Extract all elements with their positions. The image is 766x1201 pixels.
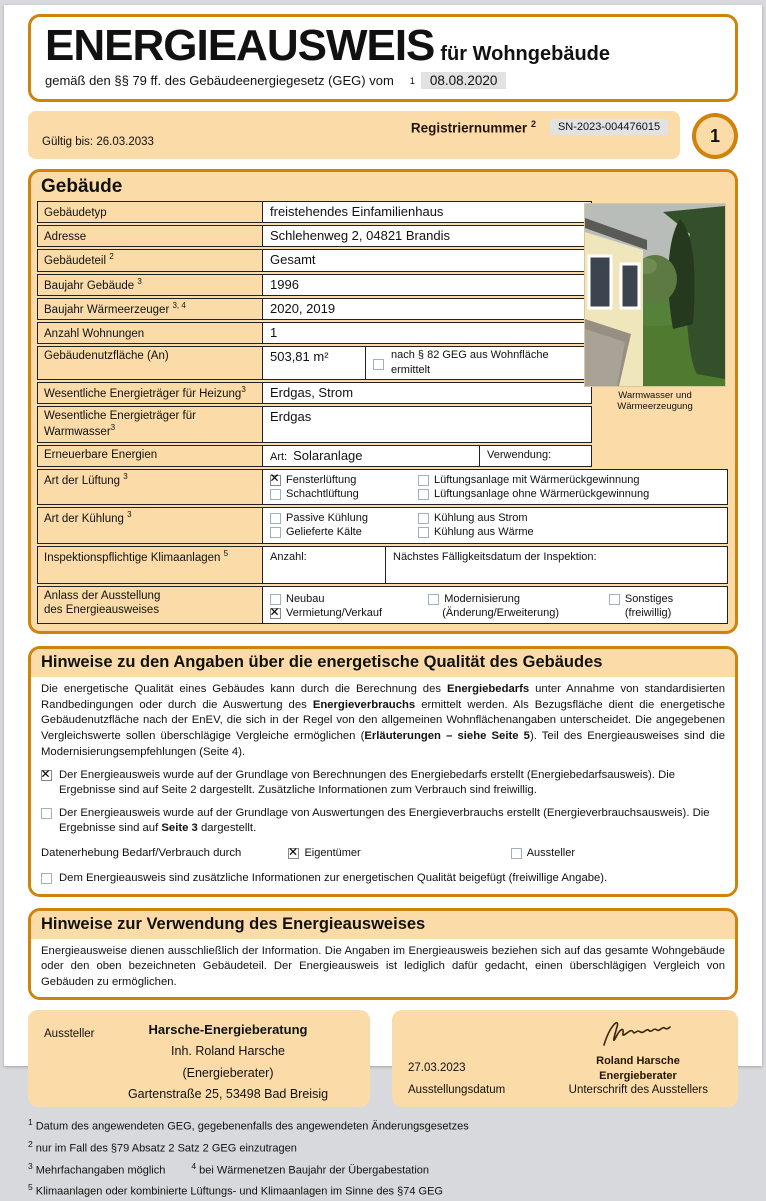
row-label: Adresse: [37, 225, 263, 247]
row-value: Erdgas, Strom: [262, 382, 592, 404]
row-label: Art der Lüftung $^3$: [37, 469, 263, 506]
floor-area-checkbox-cell: [365, 346, 592, 380]
usage-notes-section: [28, 908, 738, 1001]
row-value: 1996: [262, 274, 592, 296]
ac-count-label: Anzahl:: [270, 550, 307, 563]
option-vermietung-verkauf: ✕ Vermietung/Verkauf: [270, 606, 428, 620]
ac-inspection-date-cell: [385, 546, 728, 584]
renewables-use-cell: [479, 445, 592, 467]
data-collection-label: Datenerhebung Bedarf/Verbrauch durch: [41, 847, 242, 860]
signature-block: [590, 1015, 686, 1083]
row-label: Baujahr Wärmeerzeuger $^{3, 4}$: [37, 298, 263, 320]
row-value: 2020, 2019: [262, 298, 592, 320]
checkbox[interactable]: [270, 594, 281, 605]
signature-icon: [590, 1015, 686, 1049]
header-box: [28, 14, 738, 102]
footnote-3-4: $^3$ Mehrfachangaben möglich $^4$ bei Wärmenetzen Baujahr der Übergabestation: [28, 1160, 430, 1177]
row-label: Wesentliche Energieträger für Heizung$^3$: [37, 382, 263, 404]
checkbox[interactable]: [418, 527, 429, 538]
checkbox[interactable]: [270, 475, 281, 486]
building-photo-image: [584, 203, 726, 387]
consumption-certificate-text: Der Energieausweis wurde auf der Grundlage von Auswertungen des Energieverbrauchs erstellt (Energieverbrauchsausweis). Die Ergebnisse sind auf Seite 3 dargestellt.: [59, 807, 710, 835]
footnote-1: $^1$ Datum des angewendeten GEG, gegebenenfalls des angewendeten Änderungsgesetzes: [28, 1117, 469, 1133]
building-photo: [584, 203, 726, 412]
row-value: Schlehenweg 2, 04821 Brandis: [262, 225, 592, 247]
page-number-badge: 1: [692, 113, 738, 159]
footnotes: [28, 1116, 738, 1201]
option-passive-kuehlung: Passive Kühlung: [270, 511, 418, 525]
document-title: ENERGIEAUSWEIS: [45, 21, 435, 70]
issuer-name: Harsche-Energieberatung: [148, 1022, 308, 1038]
renewables-use-label: Verwendung:: [487, 449, 552, 462]
signer-title: Energieberater: [599, 1069, 677, 1082]
row-label: Inspektionspflichtige Klimaanlagen $^5$: [37, 546, 263, 584]
table-row-renewables: [37, 445, 729, 467]
demand-certificate-text: Der Energieausweis wurde auf der Grundlage von Berechnungen des Energiebedarfs erstellt (Energiebedarfsausweis). Die Ergebnisse sind auf Seite 2 dargestellt. Zusätzliche Informationen zum Verbrauch sind freiwillig.: [59, 769, 676, 797]
additional-info-item: [41, 871, 725, 886]
option-fensterlueftung: ✕ Fensterlüftung: [270, 473, 418, 487]
ventilation-options-cell: [262, 469, 728, 506]
table-row-ventilation: [37, 469, 729, 506]
meta-row: [28, 111, 738, 159]
row-label: Anzahl Wohnungen: [37, 322, 263, 344]
registry-label: Registriernummer $^2$: [410, 119, 536, 136]
row-label: Erneuerbare Energien: [37, 445, 263, 467]
signer-name: Roland Harsche: [596, 1055, 680, 1068]
cooling-options-cell: [262, 507, 728, 544]
option-gelieferte-kaelte: Gelieferte Kälte: [270, 525, 418, 539]
footnote-2: $^2$ nur im Fall des §79 Absatz 2 Satz 2 GEG einzutragen: [28, 1139, 297, 1155]
option-neubau: Neubau: [270, 592, 428, 606]
ac-count-cell: [262, 546, 386, 584]
meta-band: [28, 111, 680, 159]
floor-area-value: 503,81 m²: [262, 346, 366, 380]
issuer-role: (Energieberater): [182, 1065, 274, 1080]
registry-value: SN-2023-004476015: [550, 119, 668, 135]
row-label: Anlass der Ausstellung des Energieausweises: [37, 586, 263, 625]
row-value: 1: [262, 322, 592, 344]
footnote-5: $^5$ Klimaanlagen oder kombinierte Lüftungs- und Klimaanlagen im Sinne des §74 GEG: [28, 1182, 443, 1199]
photo-caption: Warmwasser und Wärmeerzeugung: [617, 390, 693, 412]
table-row-ac-inspection: [37, 546, 729, 584]
option-lueftung-mit-wrg: Lüftungsanlage mit Wärmerückgewinnung: [418, 473, 649, 487]
checkbox[interactable]: [428, 594, 439, 605]
checkbox-label: nach § 82 GEG aus Wohnfläche ermittelt: [391, 349, 549, 377]
option-aussteller: Aussteller: [511, 846, 575, 860]
option-kuehlung-aus-waerme: Kühlung aus Wärme: [418, 525, 534, 539]
option-lueftung-ohne-wrg: Lüftungsanlage ohne Wärmerückgewinnung: [418, 487, 649, 501]
issue-date: 27.03.2023: [408, 1062, 466, 1075]
table-row-reason: [37, 586, 729, 625]
row-label: Wesentliche Energieträger für Warmwasser$^3$: [37, 406, 263, 443]
issuer-row: [28, 1010, 738, 1107]
renewables-type-value: Solaranlage: [293, 447, 363, 463]
issuer-owner: Inh. Roland Harsche: [171, 1044, 285, 1059]
valid-until-value: 26.03.2033: [96, 136, 154, 148]
valid-until-label: Gültig bis:: [42, 136, 94, 148]
signature-box: [392, 1010, 738, 1107]
quality-notes-section: [28, 646, 738, 896]
row-label: Gebäudenutzfläche (An): [37, 346, 263, 380]
option-modernisierung: Modernisierung: [428, 592, 609, 606]
option-schachtlueftung: Schachtlüftung: [270, 487, 418, 501]
building-section-title: Gebäude: [41, 176, 123, 197]
ac-inspection-label: Nächstes Fälligkeitsdatum der Inspektion:: [393, 550, 597, 563]
option-eigentuemer: ✕ Eigentümer: [288, 846, 360, 860]
renewables-type-cell: [262, 445, 480, 467]
table-row-cooling: [37, 507, 729, 544]
checkbox[interactable]: [418, 513, 429, 524]
demand-certificate-item: [41, 768, 725, 798]
option-modernisierung-sub: (Änderung/Erweiterung): [442, 607, 559, 620]
usage-notes-title: Hinweise zur Verwendung des Energieausweises: [31, 911, 735, 939]
data-collection-line: [41, 846, 725, 860]
checkbox[interactable]: [270, 527, 281, 538]
law-reference-line: [45, 72, 721, 89]
checkbox[interactable]: [41, 770, 52, 781]
page-title: [45, 23, 721, 69]
option-sonstiges: Sonstiges (freiwillig): [609, 592, 720, 621]
issuer-address: Gartenstraße 25, 53498 Bad Breisig: [127, 1086, 329, 1101]
issuer-details: [96, 1019, 360, 1105]
checkbox[interactable]: [511, 848, 522, 859]
document-subtitle: für Wohngebäude: [440, 43, 611, 65]
row-value: freistehendes Einfamilienhaus: [262, 201, 592, 223]
checkbox[interactable]: [41, 873, 52, 884]
checkbox[interactable]: [270, 489, 281, 500]
issuer-box: [28, 1010, 370, 1107]
registry-footnote-marker: 2: [530, 119, 536, 129]
law-text: gemäß den §§ 79 ff. des Gebäudeenergiegesetz (GEG) vom: [45, 73, 394, 89]
additional-info-text: Dem Energieausweis sind zusätzliche Informationen zur energetischen Qualität beigefügt (freiwillige Angabe).: [59, 871, 608, 884]
row-label: Art der Kühlung $^3$: [37, 507, 263, 544]
row-label: Baujahr Gebäude $^3$: [37, 274, 263, 296]
checkbox[interactable]: [418, 489, 429, 500]
checkbox[interactable]: [288, 848, 299, 859]
row-value: Gesamt: [262, 249, 592, 271]
valid-until: [42, 136, 154, 148]
renewables-type-label: Art:: [270, 450, 288, 463]
issuer-label: Aussteller: [44, 1028, 95, 1041]
row-label: Gebäudetyp: [37, 201, 263, 223]
checkbox[interactable]: [373, 359, 384, 370]
checkbox[interactable]: [270, 513, 281, 524]
building-section: [28, 169, 738, 634]
registry-number: [411, 119, 668, 136]
signature-label: Unterschrift des Ausstellers: [568, 1084, 708, 1097]
row-label: Gebäudeteil $^2$: [37, 249, 263, 271]
quality-notes-title: Hinweise zu den Angaben über die energetische Qualität des Gebäudes: [31, 649, 735, 677]
usage-notes-paragraph: Energieausweise dienen ausschließlich der Information. Die Angaben im Energieausweis beziehen sich auf das gesamte Wohngebäude oder den oben bezeichneten Gebäudeteil. Der Energieausweis ist lediglich dafür gedacht, einen überschlägigen Vergleich von Gebäuden zu ermöglichen.: [41, 944, 725, 988]
consumption-certificate-item: [41, 806, 725, 836]
reason-options-cell: [262, 586, 728, 625]
law-date-value: 08.08.2020: [421, 72, 507, 89]
checkbox[interactable]: [41, 808, 52, 819]
checkbox[interactable]: [270, 608, 281, 619]
certificate-page: [4, 5, 762, 1199]
option-kuehlung-aus-strom: Kühlung aus Strom: [418, 511, 534, 525]
row-value: Erdgas: [262, 406, 592, 443]
law-footnote-marker: 1: [409, 75, 415, 86]
checkbox[interactable]: [418, 475, 429, 486]
issue-date-label: Ausstellungsdatum: [408, 1084, 506, 1097]
quality-notes-paragraph: Die energetische Qualität eines Gebäudes kann durch die Berechnung des Energiebedarfs unter Annahme von standardisierten Randbedingungen oder durch die Auswertung des Energieverbrauchs ermittelt werden. Als Bezugsfläche dient die energetische Gebäudenutzfläche nach der EnEV, die sich in der Regel von den allgemeinen Wohnflächenangaben unterscheidet. Die angegebenen Vergleichswerte sollen überschlägige Vergleiche ermöglichen (Erläuterungen – siehe Seite 5). Teil des Energieausweises sind die Modernisierungsempfehlungen (Seite 4).: [41, 683, 725, 758]
checkbox[interactable]: [609, 594, 620, 605]
